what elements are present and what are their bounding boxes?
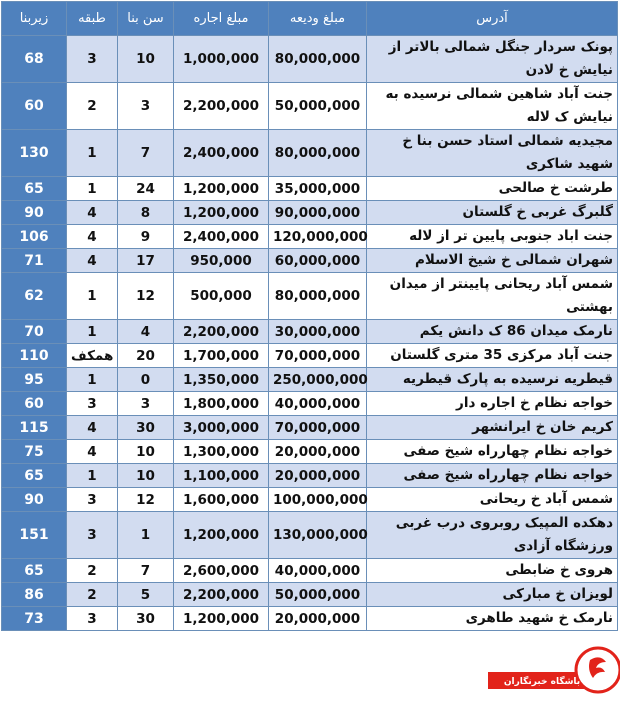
floor-cell: 4 bbox=[67, 201, 118, 225]
deposit-cell: 100,000,000 bbox=[269, 488, 367, 512]
deposit-cell: 80,000,000 bbox=[269, 130, 367, 177]
deposit-cell: 40,000,000 bbox=[269, 559, 367, 583]
area-cell: 115 bbox=[2, 416, 67, 440]
area-cell: 75 bbox=[2, 440, 67, 464]
table-header-row bbox=[2, 2, 618, 36]
age-cell: 7 bbox=[118, 130, 174, 177]
area-cell: 130 bbox=[2, 130, 67, 177]
rent-cell: 3,000,000 bbox=[174, 416, 269, 440]
deposit-cell: 20,000,000 bbox=[269, 607, 367, 631]
area-cell: 71 bbox=[2, 249, 67, 273]
floor-cell: 3 bbox=[67, 488, 118, 512]
age-cell: 12 bbox=[118, 488, 174, 512]
deposit-cell: 80,000,000 bbox=[269, 36, 367, 83]
rent-cell: 1,000,000 bbox=[174, 36, 269, 83]
floor-cell: 2 bbox=[67, 583, 118, 607]
age-cell: 20 bbox=[118, 344, 174, 368]
area-cell: 110 bbox=[2, 344, 67, 368]
address-cell: شمس آباد ریحانی پایینتر از میدان بهشتی bbox=[367, 273, 618, 320]
area-cell: 86 bbox=[2, 583, 67, 607]
rent-cell: 2,400,000 bbox=[174, 130, 269, 177]
floor-cell: 4 bbox=[67, 249, 118, 273]
rent-cell: 2,200,000 bbox=[174, 83, 269, 130]
floor-cell: 2 bbox=[67, 559, 118, 583]
table-row bbox=[2, 273, 618, 320]
header-area: زیربنا bbox=[2, 2, 67, 36]
table-row bbox=[2, 177, 618, 201]
address-cell: خواجه نظام چهارراه شیخ صفی bbox=[367, 440, 618, 464]
address-cell: گلبرگ غربی خ گلستان bbox=[367, 201, 618, 225]
address-cell: قیطریه نرسیده به پارک قیطریه bbox=[367, 368, 618, 392]
age-cell: 30 bbox=[118, 416, 174, 440]
age-cell: 4 bbox=[118, 320, 174, 344]
address-cell: دهکده المپیک روبروی درب غربی ورزشگاه آزادی bbox=[367, 512, 618, 559]
address-cell: جنت آباد شاهین شمالی نرسیده به نیایش ک لاله bbox=[367, 83, 618, 130]
age-cell: 10 bbox=[118, 464, 174, 488]
table-row bbox=[2, 464, 618, 488]
age-cell: 30 bbox=[118, 607, 174, 631]
rent-cell: 1,300,000 bbox=[174, 440, 269, 464]
address-cell: شهران شمالی خ شیخ الاسلام bbox=[367, 249, 618, 273]
floor-cell: 4 bbox=[67, 416, 118, 440]
area-cell: 90 bbox=[2, 201, 67, 225]
age-cell: 10 bbox=[118, 36, 174, 83]
table-row bbox=[2, 368, 618, 392]
area-cell: 70 bbox=[2, 320, 67, 344]
table-row bbox=[2, 607, 618, 631]
floor-cell: 3 bbox=[67, 512, 118, 559]
rent-cell: 1,350,000 bbox=[174, 368, 269, 392]
deposit-cell: 70,000,000 bbox=[269, 416, 367, 440]
deposit-cell: 250,000,000 bbox=[269, 368, 367, 392]
floor-cell: 4 bbox=[67, 225, 118, 249]
address-cell: شمس آباد خ ریحانی bbox=[367, 488, 618, 512]
header-age: سن بنا bbox=[118, 2, 174, 36]
address-cell: جنت آباد مرکزی 35 متری گلستان bbox=[367, 344, 618, 368]
address-cell: کریم خان خ ایرانشهر bbox=[367, 416, 618, 440]
address-cell: پونک سردار جنگل شمالی بالاتر از نیایش خ لادن bbox=[367, 36, 618, 83]
area-cell: 62 bbox=[2, 273, 67, 320]
age-cell: 12 bbox=[118, 273, 174, 320]
deposit-cell: 50,000,000 bbox=[269, 583, 367, 607]
floor-cell: 1 bbox=[67, 177, 118, 201]
table-row bbox=[2, 559, 618, 583]
floor-cell: 1 bbox=[67, 368, 118, 392]
age-cell: 8 bbox=[118, 201, 174, 225]
age-cell: 3 bbox=[118, 83, 174, 130]
deposit-cell: 40,000,000 bbox=[269, 392, 367, 416]
floor-cell: 3 bbox=[67, 607, 118, 631]
rent-cell: 2,400,000 bbox=[174, 225, 269, 249]
news-agency-logo bbox=[486, 643, 620, 698]
table-row bbox=[2, 440, 618, 464]
age-cell: 7 bbox=[118, 559, 174, 583]
rent-cell: 2,200,000 bbox=[174, 583, 269, 607]
area-cell: 90 bbox=[2, 488, 67, 512]
rent-cell: 1,800,000 bbox=[174, 392, 269, 416]
table-row bbox=[2, 320, 618, 344]
area-cell: 95 bbox=[2, 368, 67, 392]
deposit-cell: 35,000,000 bbox=[269, 177, 367, 201]
rent-cell: 950,000 bbox=[174, 249, 269, 273]
header-floor: طبقه bbox=[67, 2, 118, 36]
table-row bbox=[2, 488, 618, 512]
rent-cell: 1,200,000 bbox=[174, 512, 269, 559]
deposit-cell: 120,000,000 bbox=[269, 225, 367, 249]
deposit-cell: 50,000,000 bbox=[269, 83, 367, 130]
address-cell: مجیدیه شمالی استاد حسن بنا خ شهید شاکری bbox=[367, 130, 618, 177]
deposit-cell: 90,000,000 bbox=[269, 201, 367, 225]
address-cell: لویزان خ مبارکی bbox=[367, 583, 618, 607]
rent-cell: 1,600,000 bbox=[174, 488, 269, 512]
deposit-cell: 20,000,000 bbox=[269, 464, 367, 488]
rent-listings-table bbox=[1, 1, 618, 631]
area-cell: 65 bbox=[2, 177, 67, 201]
table-row bbox=[2, 201, 618, 225]
address-cell: طرشت خ صالحی bbox=[367, 177, 618, 201]
area-cell: 73 bbox=[2, 607, 67, 631]
area-cell: 60 bbox=[2, 392, 67, 416]
address-cell: جنت اباد جنوبی پایین تر از لاله bbox=[367, 225, 618, 249]
deposit-cell: 30,000,000 bbox=[269, 320, 367, 344]
address-cell: نارمک میدان 86 ک دانش یکم bbox=[367, 320, 618, 344]
table-row bbox=[2, 392, 618, 416]
table-row bbox=[2, 583, 618, 607]
table-row bbox=[2, 344, 618, 368]
rent-cell: 1,100,000 bbox=[174, 464, 269, 488]
area-cell: 65 bbox=[2, 464, 67, 488]
area-cell: 106 bbox=[2, 225, 67, 249]
age-cell: 24 bbox=[118, 177, 174, 201]
table-row bbox=[2, 225, 618, 249]
age-cell: 5 bbox=[118, 583, 174, 607]
age-cell: 9 bbox=[118, 225, 174, 249]
area-cell: 60 bbox=[2, 83, 67, 130]
address-cell: هروی خ ضابطی bbox=[367, 559, 618, 583]
table-row bbox=[2, 36, 618, 83]
area-cell: 65 bbox=[2, 559, 67, 583]
rent-cell: 2,200,000 bbox=[174, 320, 269, 344]
area-cell: 68 bbox=[2, 36, 67, 83]
header-rent: مبلغ اجاره bbox=[174, 2, 269, 36]
deposit-cell: 20,000,000 bbox=[269, 440, 367, 464]
deposit-cell: 80,000,000 bbox=[269, 273, 367, 320]
floor-cell: 1 bbox=[67, 130, 118, 177]
header-deposit: مبلغ ودیعه bbox=[269, 2, 367, 36]
floor-cell: 3 bbox=[67, 392, 118, 416]
floor-cell: 1 bbox=[67, 273, 118, 320]
floor-cell: همکف bbox=[67, 344, 118, 368]
rent-cell: 1,200,000 bbox=[174, 201, 269, 225]
deposit-cell: 70,000,000 bbox=[269, 344, 367, 368]
header-address: آدرس bbox=[367, 2, 618, 36]
rent-cell: 500,000 bbox=[174, 273, 269, 320]
floor-cell: 2 bbox=[67, 83, 118, 130]
address-cell: خواجه نظام چهارراه شیخ صفی bbox=[367, 464, 618, 488]
rent-cell: 2,600,000 bbox=[174, 559, 269, 583]
age-cell: 0 bbox=[118, 368, 174, 392]
address-cell: نارمک خ شهید طاهری bbox=[367, 607, 618, 631]
floor-cell: 4 bbox=[67, 440, 118, 464]
age-cell: 3 bbox=[118, 392, 174, 416]
rent-cell: 1,200,000 bbox=[174, 607, 269, 631]
age-cell: 10 bbox=[118, 440, 174, 464]
table-row bbox=[2, 83, 618, 130]
area-cell: 151 bbox=[2, 512, 67, 559]
logo-text: باشگاه خبرنگاران bbox=[503, 677, 581, 687]
age-cell: 17 bbox=[118, 249, 174, 273]
age-cell: 1 bbox=[118, 512, 174, 559]
floor-cell: 1 bbox=[67, 320, 118, 344]
floor-cell: 1 bbox=[67, 464, 118, 488]
floor-cell: 3 bbox=[67, 36, 118, 83]
table-row bbox=[2, 130, 618, 177]
table-row bbox=[2, 512, 618, 559]
table-row bbox=[2, 249, 618, 273]
table-row bbox=[2, 416, 618, 440]
rent-cell: 1,700,000 bbox=[174, 344, 269, 368]
deposit-cell: 60,000,000 bbox=[269, 249, 367, 273]
address-cell: خواجه نظام خ اجاره دار bbox=[367, 392, 618, 416]
deposit-cell: 130,000,000 bbox=[269, 512, 367, 559]
rent-cell: 1,200,000 bbox=[174, 177, 269, 201]
